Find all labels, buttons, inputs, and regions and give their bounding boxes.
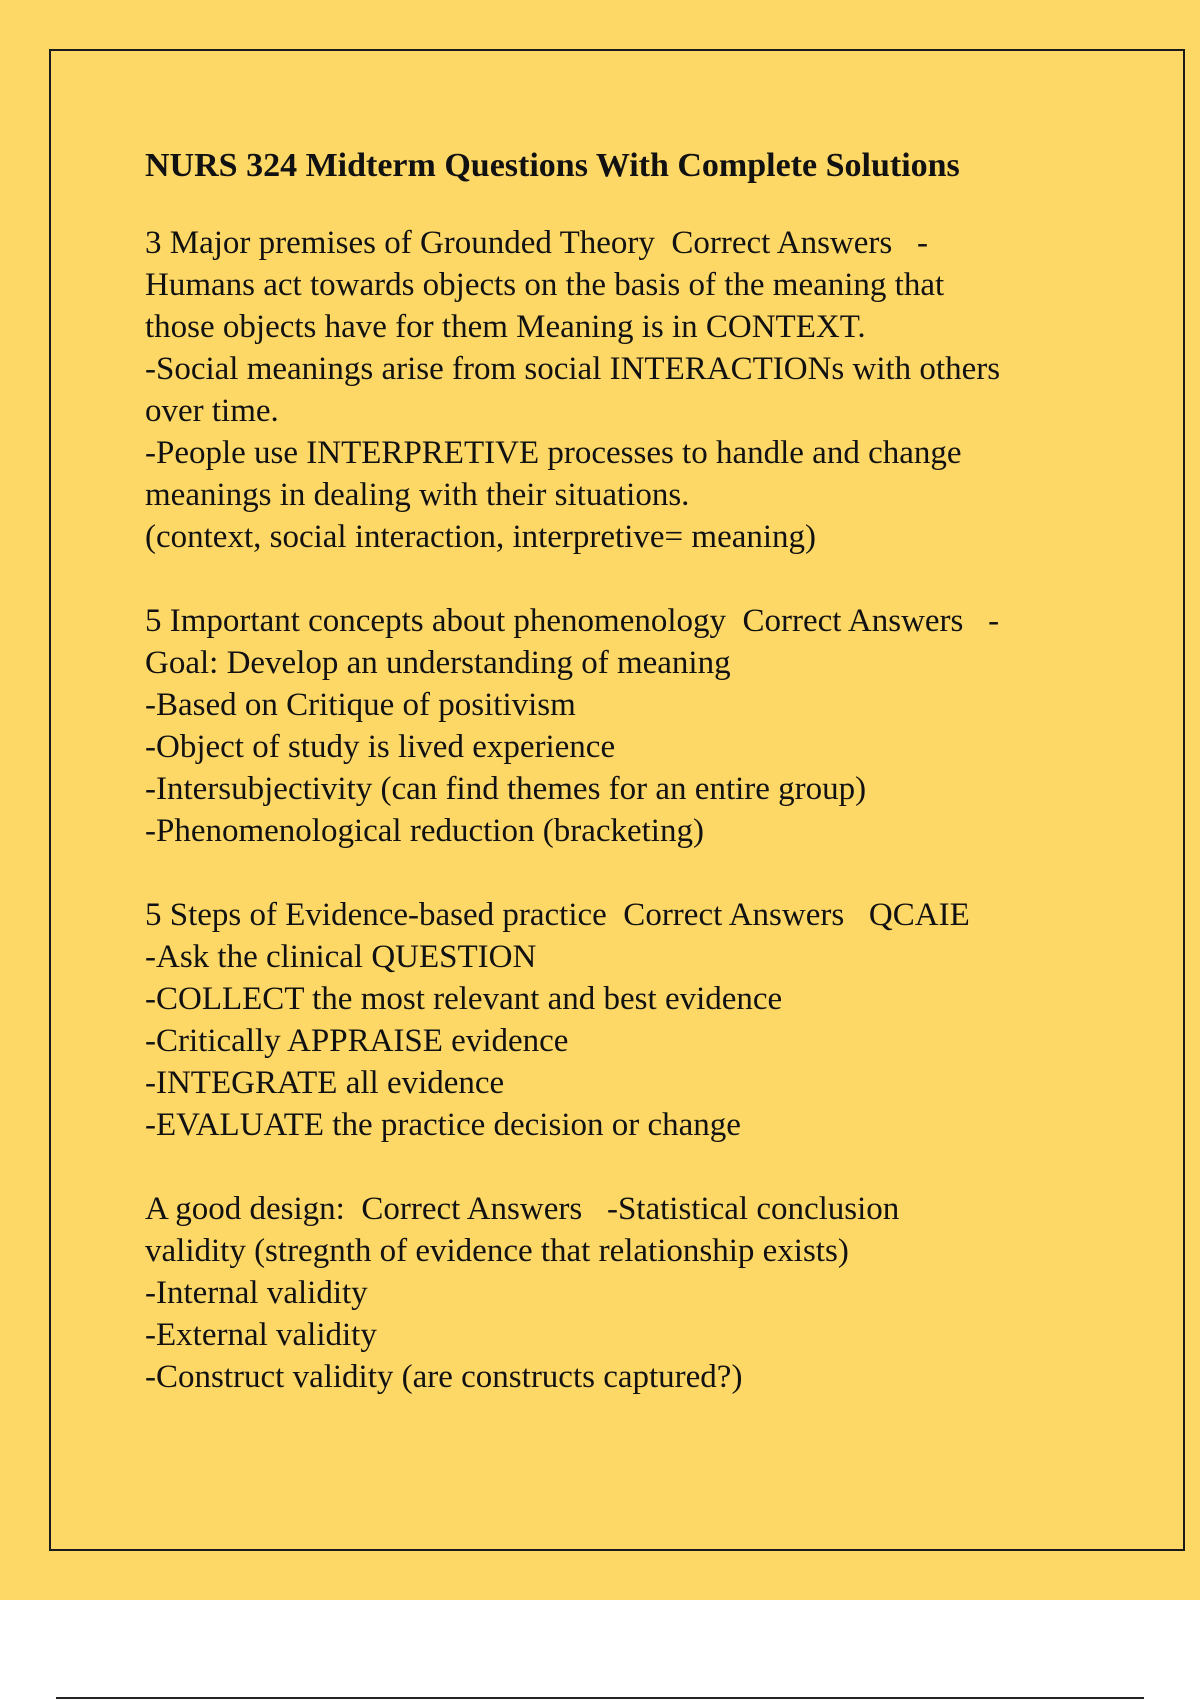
qa-line: -Phenomenological reduction (bracketing) (145, 813, 704, 849)
qa-line: -Social meanings arise from social INTERACTIONs with others (145, 351, 1001, 387)
qa-phenomenology (145, 600, 1105, 852)
qa-line: -Construct validity (are constructs captured?) (145, 1359, 743, 1395)
qa-line: -External validity (145, 1317, 377, 1353)
qa-line: A good design: Correct Answers -Statistical conclusion (145, 1191, 900, 1227)
qa-line: -Object of study is lived experience (145, 729, 616, 765)
qa-grounded-theory (145, 222, 1105, 558)
qa-line: -Ask the clinical QUESTION (145, 939, 537, 975)
document-body (145, 142, 1105, 1440)
qa-line: over time. (145, 393, 279, 429)
qa-line: Goal: Develop an understanding of meaning (145, 645, 731, 681)
qa-line: -Internal validity (145, 1275, 368, 1311)
qa-line: -Intersubjectivity (can find themes for an entire group) (145, 771, 867, 807)
qa-line: validity (stregnth of evidence that relationship exists) (145, 1233, 849, 1269)
qa-line: -Critically APPRAISE evidence (145, 1023, 569, 1059)
qa-line: meanings in dealing with their situations. (145, 477, 690, 513)
qa-line: 3 Major premises of Grounded Theory Correct Answers - (145, 225, 928, 261)
qa-evidence-based-practice (145, 894, 1105, 1146)
qa-line: 5 Steps of Evidence-based practice Correct Answers QCAIE (145, 897, 970, 933)
qa-good-design (145, 1188, 1105, 1398)
qa-line: -COLLECT the most relevant and best evidence (145, 981, 783, 1017)
qa-line: -INTEGRATE all evidence (145, 1065, 505, 1101)
qa-line: those objects have for them Meaning is in CONTEXT. (145, 309, 866, 345)
qa-line: (context, social interaction, interpretive= meaning) (145, 519, 817, 555)
qa-line: -EVALUATE the practice decision or change (145, 1107, 741, 1143)
qa-line: -Based on Critique of positivism (145, 687, 576, 723)
qa-line: Humans act towards objects on the basis of the meaning that (145, 267, 945, 303)
footer-divider (56, 1697, 1144, 1699)
document-title: NURS 324 Midterm Questions With Complete Solutions (145, 147, 960, 184)
qa-line: 5 Important concepts about phenomenology Correct Answers - (145, 603, 1000, 639)
qa-line: -People use INTERPRETIVE processes to handle and change (145, 435, 962, 471)
